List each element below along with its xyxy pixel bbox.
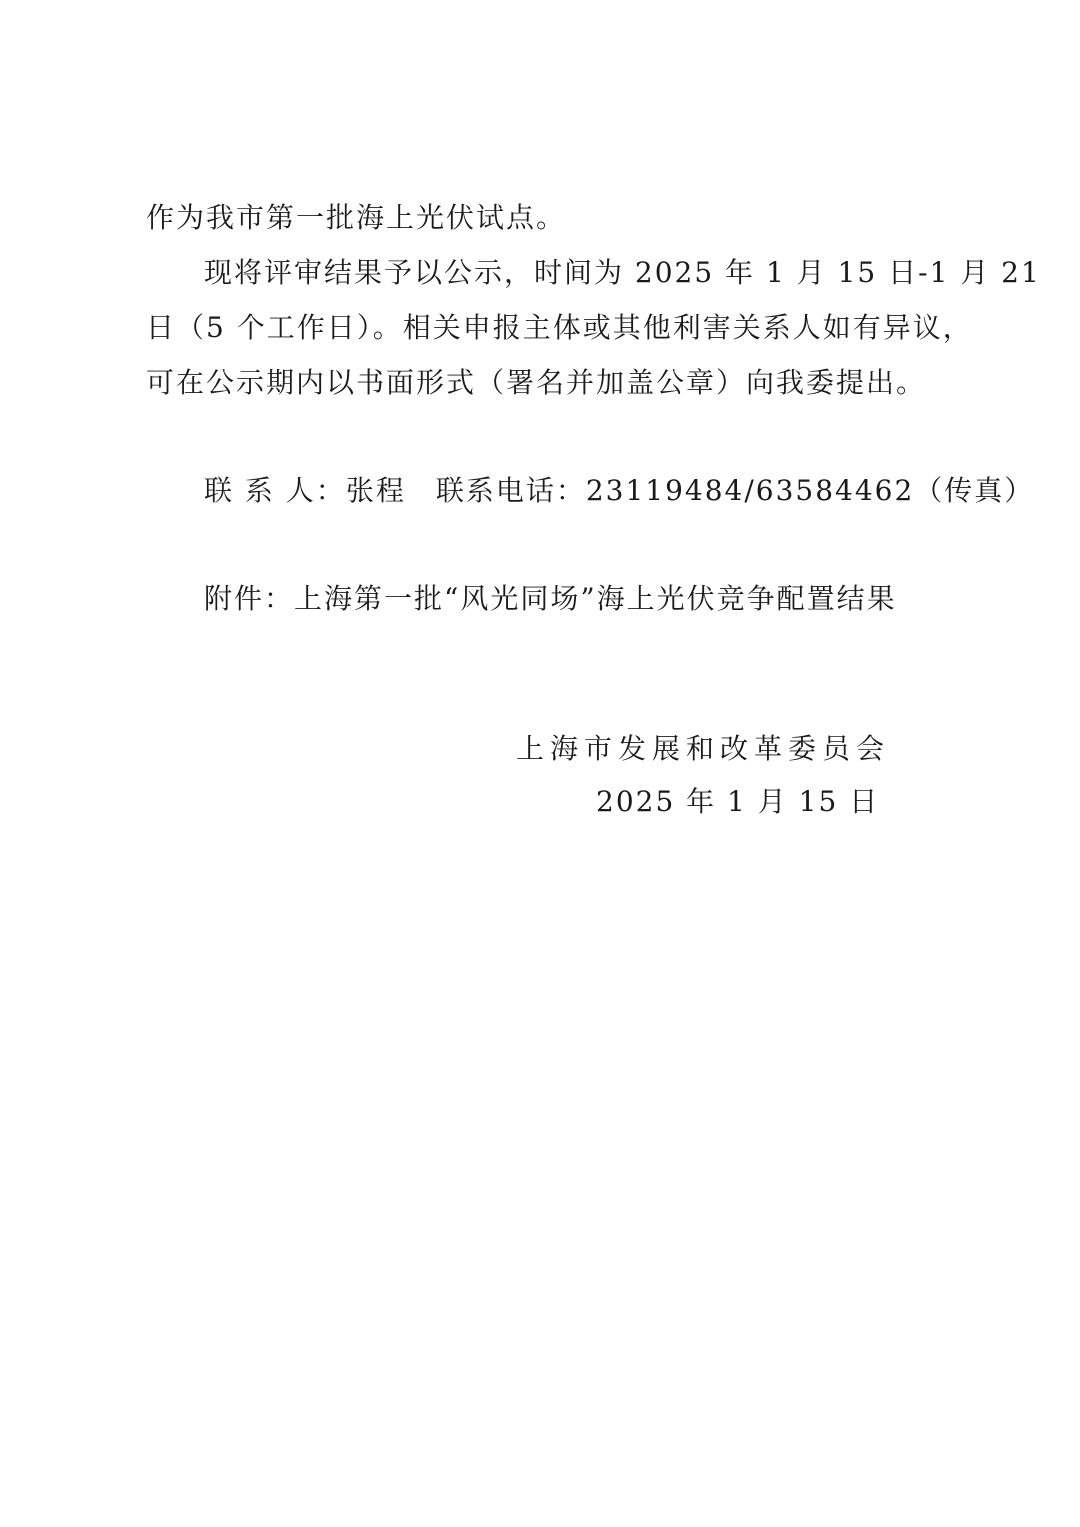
signature-date: 2025 年 1 月 15 日 — [596, 785, 880, 818]
signature-organization: 上海市发展和改革委员会 — [516, 732, 891, 765]
body-line-2: 现将评审结果予以公示，时间为 2025 年 1 月 15 日-1 月 21 — [204, 256, 1041, 289]
contact-phone-value: 23119484/63584462（传真） — [585, 474, 1035, 507]
contact-line — [204, 473, 1034, 509]
attachment-line: 附件：上海第一批“风光同场”海上光伏竞争配置结果 — [204, 582, 897, 615]
body-line-4: 可在公示期内以书面形式（署名并加盖公章）向我委提出。 — [146, 366, 927, 399]
body-line-1: 作为我市第一批海上光伏试点。 — [146, 201, 567, 234]
contact-person-name: 张程 — [345, 474, 406, 507]
contact-person-label: 联 系 人： — [204, 474, 346, 507]
contact-phone-label: 联系电话： — [435, 474, 586, 507]
body-line-3: 日（5 个工作日）。相关申报主体或其他利害关系人如有异议， — [146, 311, 973, 344]
